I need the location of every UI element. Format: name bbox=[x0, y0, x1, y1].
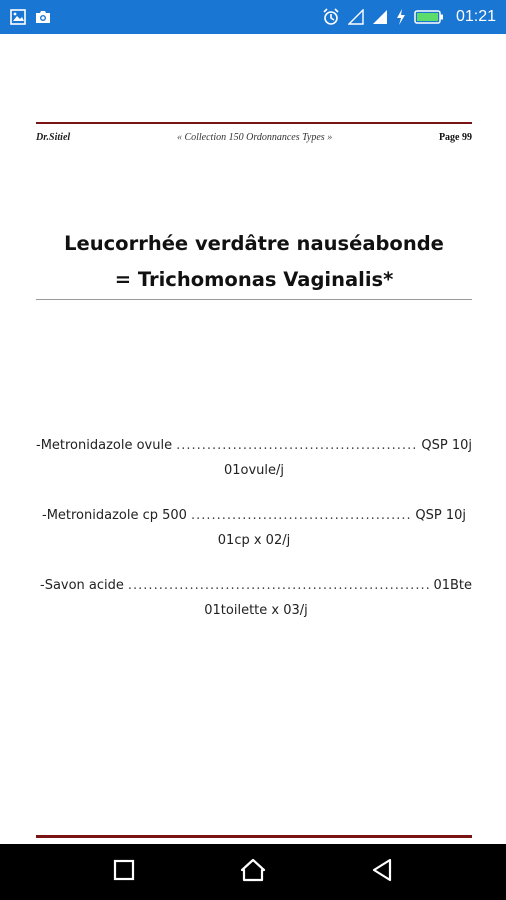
page-header bbox=[36, 122, 472, 148]
dot-leader bbox=[176, 438, 417, 453]
page-title bbox=[36, 226, 472, 298]
home-icon bbox=[240, 858, 266, 887]
alarm-icon bbox=[322, 8, 340, 26]
drug-name: -Metronidazole cp 500 bbox=[42, 508, 187, 523]
image-icon bbox=[10, 9, 26, 25]
header-logo: Dr.Sitiel bbox=[36, 131, 71, 143]
drug-quantity: 01Bte bbox=[433, 578, 472, 593]
signal-empty-icon bbox=[348, 9, 364, 25]
dot-leader bbox=[128, 578, 430, 593]
recents-square-icon bbox=[113, 859, 135, 886]
navigation-bar bbox=[0, 844, 506, 900]
drug-dosage: 01ovule/j bbox=[223, 463, 285, 478]
charging-icon bbox=[396, 9, 406, 25]
drug-dosage: 01cp x 02/j bbox=[217, 533, 291, 548]
drug-quantity: QSP 10j bbox=[421, 438, 472, 453]
prescription-item bbox=[40, 578, 472, 618]
drug-name: -Metronidazole ovule bbox=[36, 438, 173, 453]
status-bar bbox=[0, 0, 506, 34]
title-line-2: = Trichomonas Vaginalis* bbox=[114, 268, 394, 291]
signal-icon bbox=[372, 9, 388, 25]
status-notifications bbox=[10, 9, 52, 25]
footer-divider bbox=[36, 835, 472, 838]
document-page[interactable] bbox=[0, 34, 506, 844]
home-button[interactable] bbox=[223, 844, 283, 900]
recents-button[interactable] bbox=[94, 844, 154, 900]
title-divider bbox=[36, 299, 472, 300]
prescription-item bbox=[36, 438, 472, 478]
drug-dosage: 01toilette x 03/j bbox=[204, 603, 308, 618]
back-button[interactable] bbox=[352, 844, 412, 900]
battery-icon bbox=[414, 9, 444, 25]
status-system bbox=[322, 8, 496, 26]
prescription-item bbox=[42, 508, 466, 548]
drug-name: -Savon acide bbox=[40, 578, 124, 593]
drug-quantity: QSP 10j bbox=[415, 508, 466, 523]
title-line-1: Leucorrhée verdâtre nauséabonde bbox=[64, 232, 444, 255]
back-icon bbox=[371, 858, 393, 887]
header-collection: « Collection 150 Ordonnances Types » bbox=[176, 131, 333, 143]
clock: 01:21 bbox=[455, 8, 496, 25]
camera-notification-icon bbox=[34, 9, 52, 25]
dot-leader bbox=[191, 508, 411, 523]
page-number: Page 99 bbox=[438, 131, 472, 143]
